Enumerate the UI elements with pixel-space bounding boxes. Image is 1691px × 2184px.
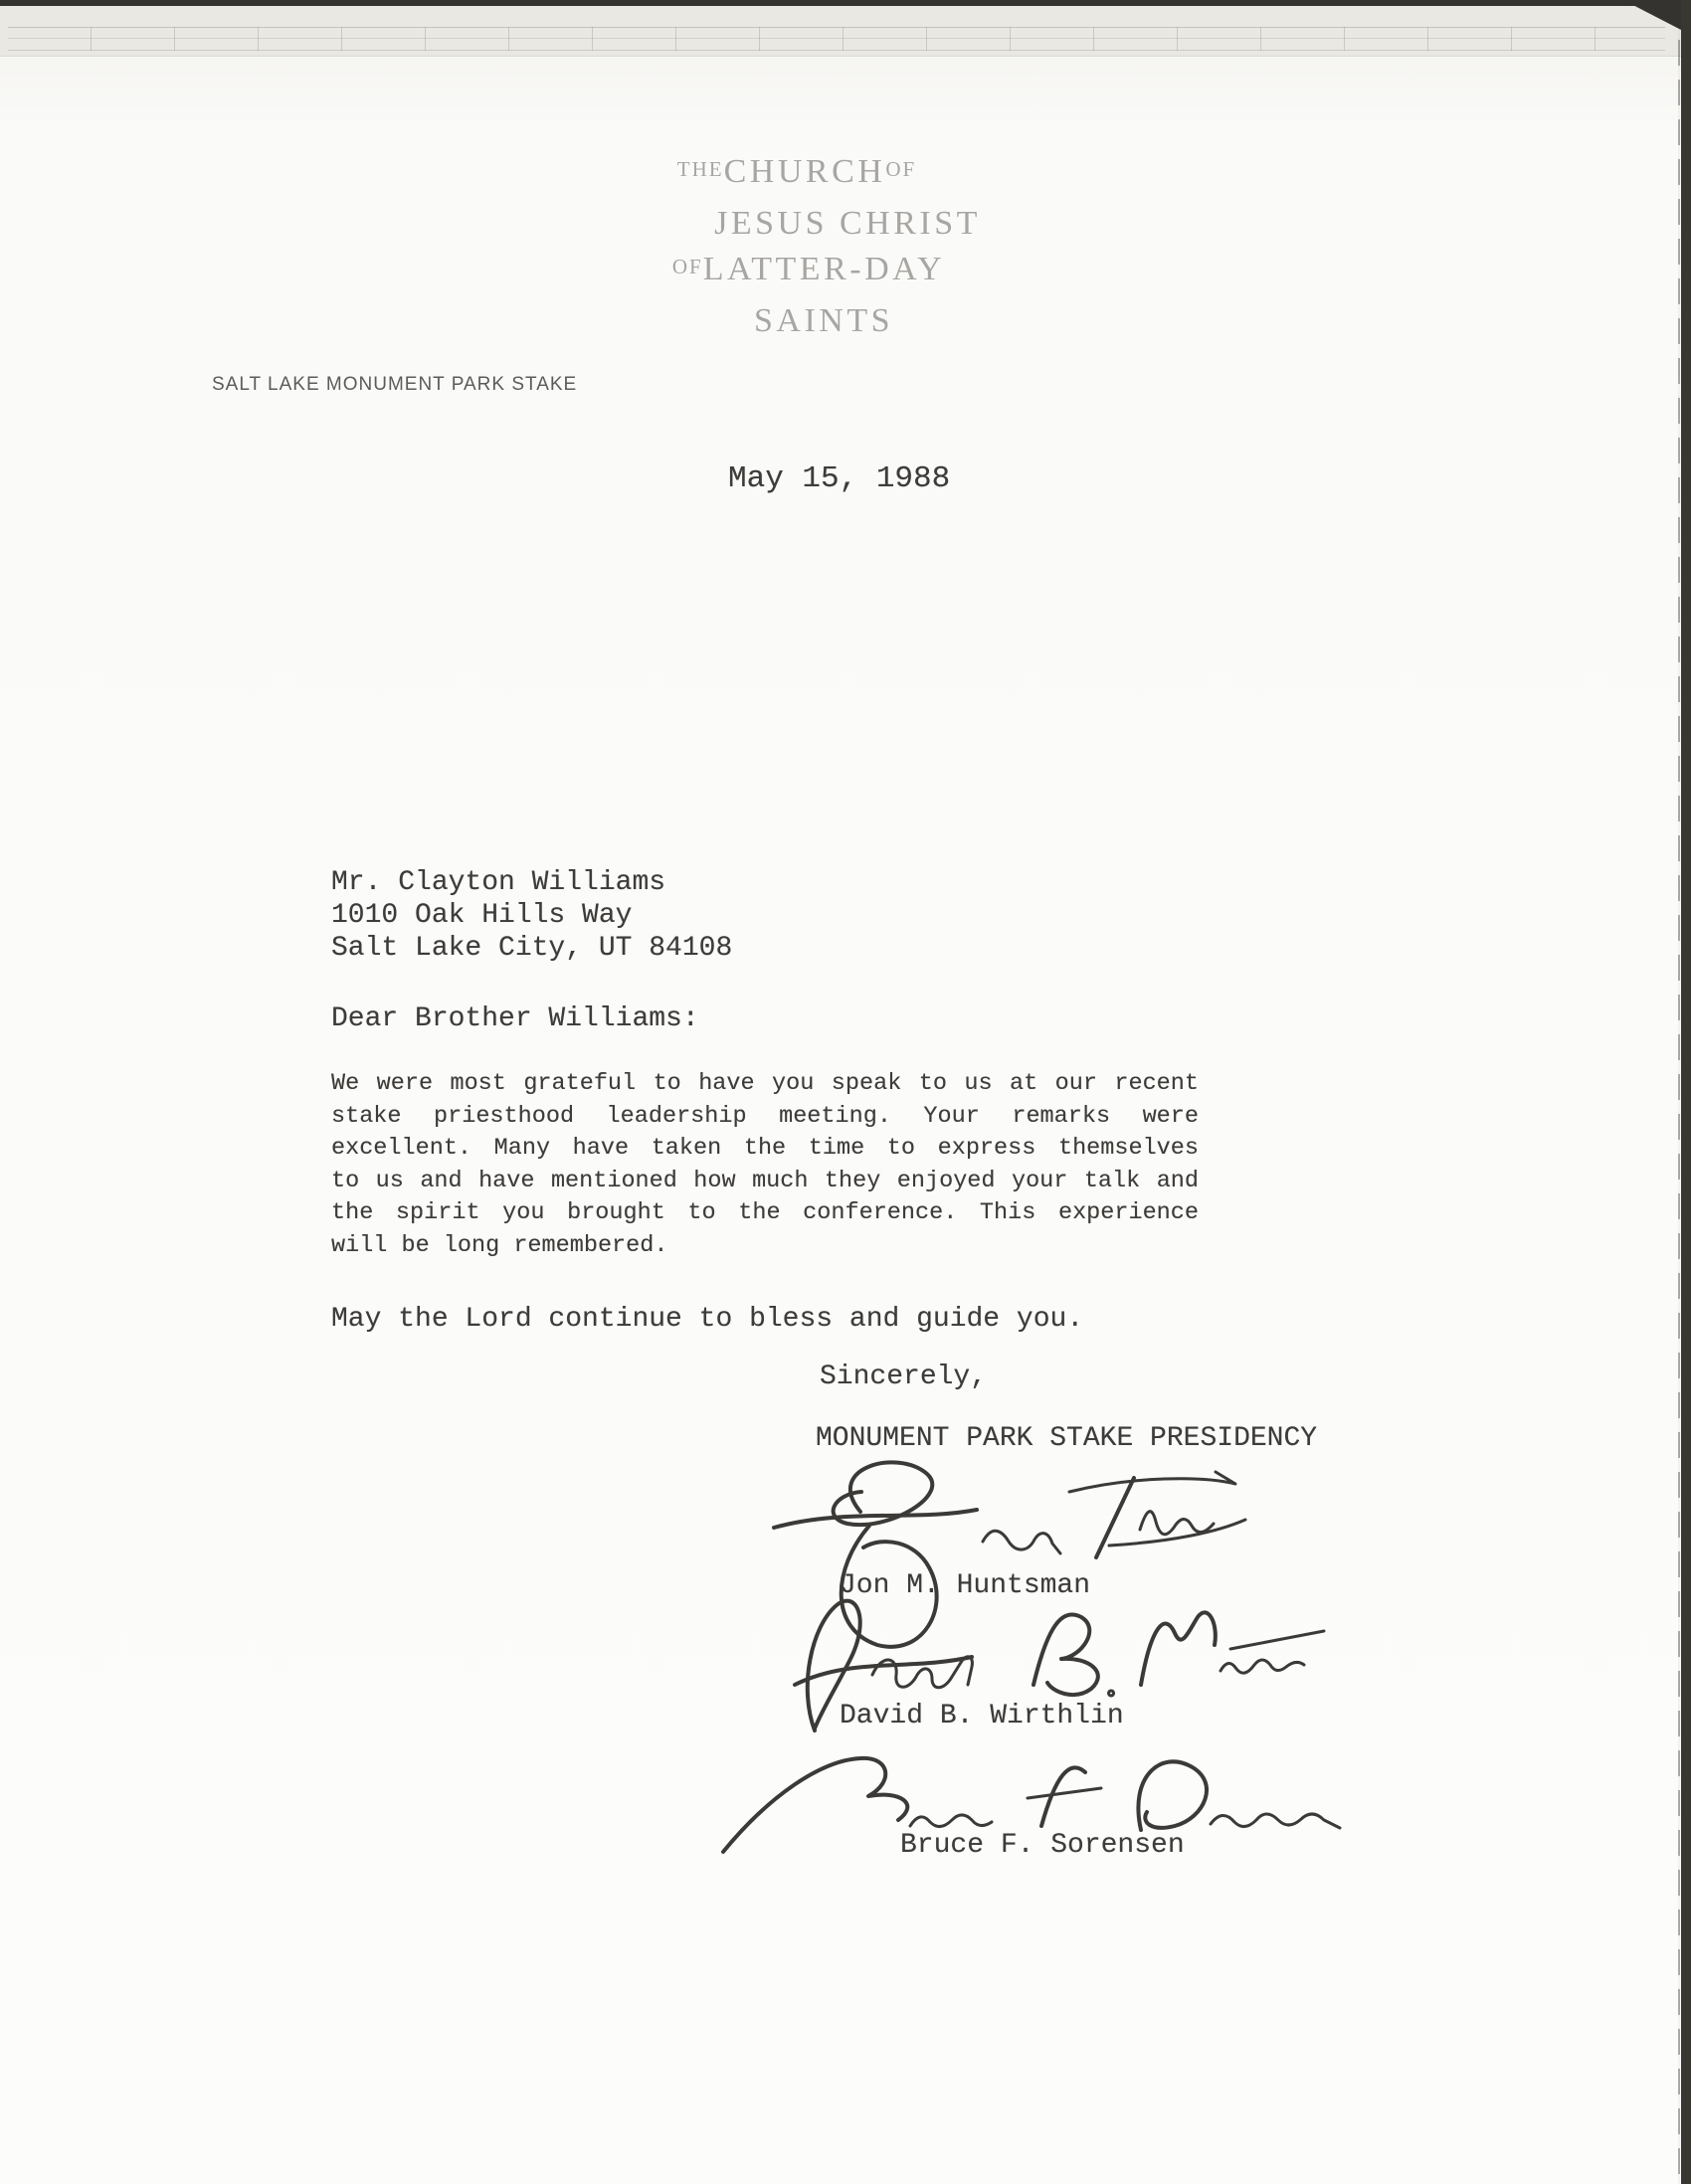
letterhead-line-3 bbox=[644, 247, 974, 298]
scan-artifact-right-edge bbox=[1681, 0, 1691, 2184]
letterhead-of-1: OF bbox=[885, 157, 917, 181]
signer-name-huntsman: Jon M. Huntsman bbox=[840, 1570, 1091, 1601]
church-letterhead bbox=[657, 149, 987, 344]
scan-artifact-tape-grid-line bbox=[8, 38, 1665, 39]
body-paragraph-2: May the Lord continue to bless and guide you. bbox=[331, 1304, 1084, 1335]
body-line: to us and have mentioned how much they enjoyed your talk and bbox=[331, 1167, 1199, 1194]
signature-huntsman bbox=[766, 1450, 1253, 1654]
scan-artifact-tape-grid bbox=[8, 27, 1665, 51]
letterhead-of-2: OF bbox=[671, 255, 703, 278]
body-line: will be long remembered. bbox=[331, 1231, 668, 1259]
salutation: Dear Brother Williams: bbox=[331, 1003, 699, 1034]
body-line: stake priesthood leadership meeting. Your remarks were bbox=[331, 1102, 1199, 1130]
scan-artifact-right-edge-line bbox=[1678, 0, 1680, 2184]
body-line: We were most grateful to have you speak to us at our recent bbox=[331, 1070, 1199, 1097]
letterhead-church: CHURCH bbox=[723, 153, 886, 190]
letterhead-saints: SAINTS bbox=[753, 302, 894, 339]
letterhead-jesus-christ: JESUS CHRIST bbox=[714, 205, 981, 242]
body-line: excellent. Many have taken the time to express themselves bbox=[331, 1135, 1199, 1162]
body-paragraph-1 bbox=[331, 1068, 1199, 1262]
signer-name-wirthlin: David B. Wirthlin bbox=[840, 1701, 1124, 1731]
letter-date: May 15, 1988 bbox=[728, 461, 951, 496]
signer-name-sorensen: Bruce F. Sorensen bbox=[900, 1830, 1185, 1861]
letterhead-line-1 bbox=[632, 149, 962, 201]
closing-sincerely: Sincerely, bbox=[820, 1362, 988, 1392]
closing-organization: MONUMENT PARK STAKE PRESIDENCY bbox=[816, 1423, 1318, 1454]
recipient-address bbox=[331, 866, 732, 965]
letterhead-latter-day: LATTER-DAY bbox=[702, 251, 946, 287]
letterhead-the: THE bbox=[676, 157, 724, 181]
recipient-street: 1010 Oak Hills Way bbox=[331, 900, 633, 931]
recipient-city: Salt Lake City, UT 84108 bbox=[331, 933, 733, 964]
recipient-name: Mr. Clayton Williams bbox=[331, 867, 666, 898]
body-line: the spirit you brought to the conference. This experience bbox=[331, 1199, 1199, 1226]
stake-name-label: SALT LAKE MONUMENT PARK STAKE bbox=[212, 374, 578, 395]
